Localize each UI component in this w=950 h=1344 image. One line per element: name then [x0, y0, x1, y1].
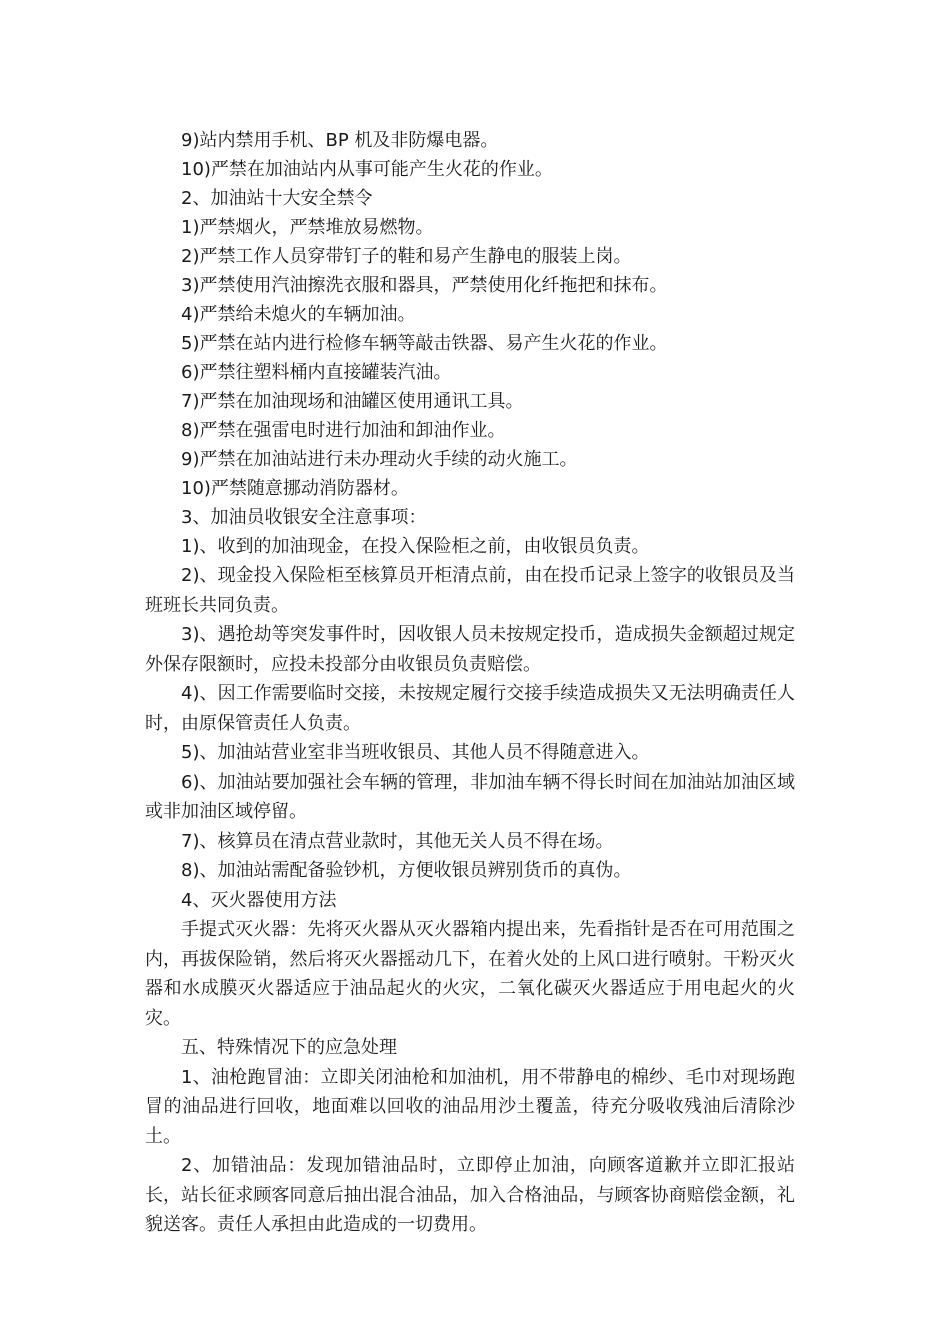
section-heading: 3、加油员收银安全注意事项： — [181, 507, 427, 528]
text-line: 1)、收到的加油现金，在投入保险柜之前，由收银员负责。 — [181, 536, 650, 557]
text-line: 10)严禁随意挪动消防器材。 — [181, 478, 409, 499]
section-heading: 五、特殊情况下的应急处理 — [181, 1037, 397, 1058]
paragraph: 8)、加油站需配备验钞机，方便收银员辨别货币的真伪。 — [181, 860, 632, 881]
text-line: 5)严禁在站内进行检修车辆等敲击铁器、易产生火花的作业。 — [181, 333, 668, 354]
paragraph: 5)、加油站营业室非当班收银员、其他人员不得随意进入。 — [181, 742, 650, 763]
paragraph: 6)、加油站要加强社会车辆的管理，非加油车辆不得长时间在加油站加油区域或非加油区域停留。 — [145, 771, 795, 822]
document-body — [145, 126, 795, 1240]
text-line: 6)严禁往塑料桶内直接罐装汽油。 — [181, 362, 452, 383]
text-line: 1)严禁烟火，严禁堆放易燃物。 — [181, 217, 434, 238]
section-heading: 4、灭火器使用方法 — [181, 889, 337, 911]
text-line: 3)严禁使用汽油擦洗衣服和器具，严禁使用化纤拖把和抹布。 — [181, 275, 668, 296]
section-heading: 2、加油站十大安全禁令 — [181, 188, 373, 209]
paragraph: 7)、核算员在清点营业款时，其他无关人员不得在场。 — [181, 830, 614, 852]
text-line: 8)严禁在强雷电时进行加油和卸油作业。 — [181, 420, 506, 441]
text-line: 2)严禁工作人员穿带钉子的鞋和易产生静电的服装上岗。 — [181, 246, 632, 267]
text-line: 9)严禁在加油站进行未办理动火手续的动火施工。 — [181, 449, 578, 470]
text-line: 4)严禁给未熄火的车辆加油。 — [181, 304, 416, 325]
text-line: 10)严禁在加油站内从事可能产生火花的作业。 — [181, 159, 553, 180]
text-line: 7)严禁在加油现场和油罐区使用通讯工具。 — [181, 391, 524, 412]
text-line: 9)站内禁用手机、BP 机及非防爆电器。 — [181, 130, 499, 151]
paragraph: 2)、现金投入保险柜至核算员开柜清点前，由在投币记录上签字的收银员及当班班长共同负责。 — [145, 565, 795, 616]
paragraph: 3)、遇抢劫等突发事件时，因收银人员未按规定投币，造成损失金额超过规定外保存限额时，应投未投部分由收银员负责赔偿。 — [145, 624, 795, 675]
paragraph: 4)、因工作需要临时交接，未按规定履行交接手续造成损失又无法明确责任人时，由原保管责任人负责。 — [145, 683, 795, 734]
paragraph: 1、油枪跑冒油：立即关闭油枪和加油机，用不带静电的棉纱、毛巾对现场跑冒的油品进行回收，地面难以回收的油品用沙土覆盖，待充分吸收残油后清除沙土。 — [145, 1066, 795, 1147]
paragraph: 手提式灭火器：先将灭火器从灭火器箱内提出来，先看指针是否在可用范围之内，再拔保险销，然后将灭火器摇动几下，在着火处的上风口进行喷射。干粉灭火器和水成膜灭火器适应于油品起火的火灾，二氧化碳灭火器适应于用电起火的火灾。 — [145, 919, 795, 1029]
paragraph: 2、加错油品：发现加错油品时，立即停止加油，向顾客道歉并立即汇报站长，站长征求顾客同意后抽出混合油品，加入合格油品，与顾客协商赔偿金额，礼貌送客。责任人承担由此造成的一切费用。 — [145, 1155, 795, 1235]
